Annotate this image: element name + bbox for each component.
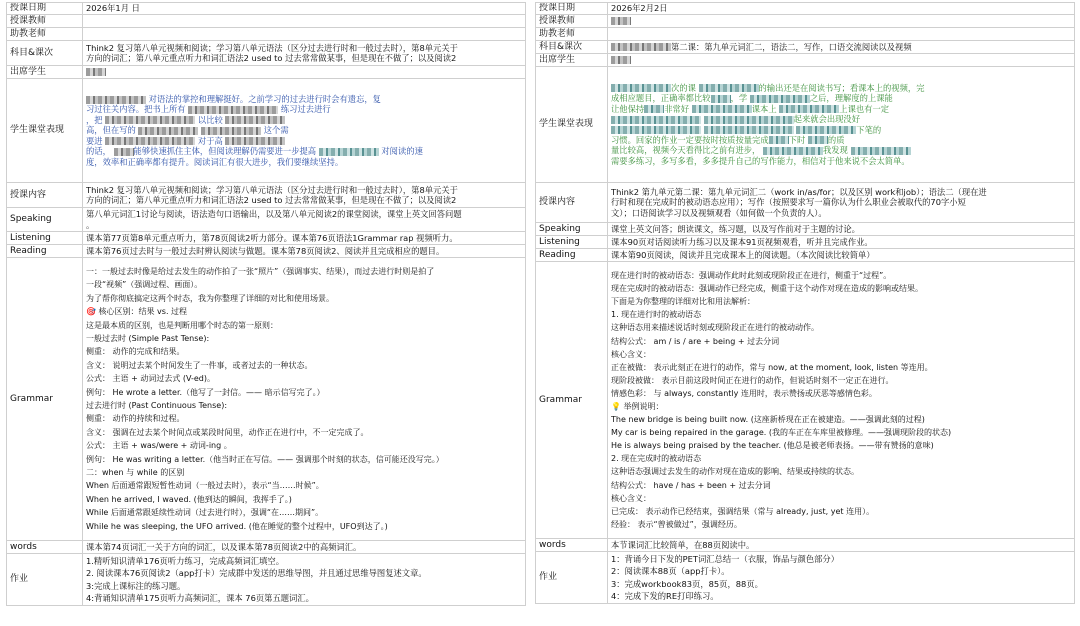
subject-value: Think2 复习第八单元视频和阅读；学习第八单元语法（区分过去进行时和一般过去时），第8单元关于 方向的词汇；第八单元重点听力和词汇语法2 used to 过去常常做某事，但是现在不做了；以及阅读2	[83, 41, 526, 66]
label-speaking: Speaking	[7, 208, 83, 232]
label-reading: Reading	[7, 245, 83, 258]
reading-value: 课本第90页阅读，阅读并且完成课本上的阅读题。（本次阅读比较简单）	[608, 249, 1075, 262]
grammar-value: 一：一般过去时像是给过去发生的动作拍了一张“照片”（强调事实、结果），而过去进行时则是拍了 一段“视频”（强调过程、画面）。 为了帮你彻底搞定这两个时态，我为你整理了详细的对比和使用场景。 🎯 核心区别：结果 vs. 过程 这是最本质的区别，也是判断用哪个时态的第一原则： 一般过去时 (Simple Past Tense): 侧重： 动作的完成和结果。 含义： 说明过去某个时间发生了一件事，或者过去的一种状态。 公式： 主语 + 动词过去式 (V-ed)。 例句： He wrote a letter.（他写了一封信。—— 暗示信写完了。） 过去进行时 (Past Continuous Tense): 侧重： 动作的持续和过程。 含义： 强调在过去某个时间点或某段时间里，动作正在进行中，不一定完成了。 公式： 主语 + was/were + 动词-ing 。 例句： He was writing a letter.（他当时正在写信。—— 强调那个时刻的状态，信可能还没写完。） 二：when 与 while 的区别 When 后面通常跟短暂性动词（一般过去时），表示“当……时候”。 When he arrived, I waved. (他到达的瞬间，我挥手了。) While 后面通常跟延续性动词（过去进行时），强调“在……期间”。 While he was sleeping, the UFO arrived. (他在睡觉的整个过程中，UFO到达了。)	[83, 258, 526, 541]
label-assistant: 助教老师	[536, 28, 608, 41]
label-subject: 科目&课次	[536, 41, 608, 54]
label-listening: Listening	[536, 236, 608, 249]
content-value: Think2 复习第八单元视频和阅读；学习第八单元语法（区分过去进行时和一般过去时），第8单元关于 方向的词汇；第八单元重点听力和词汇语法2 used to 过去常常做某事，但是现在不做了；以及阅读2	[83, 183, 526, 208]
label-reading: Reading	[536, 249, 608, 262]
label-grammar: Grammar	[7, 258, 83, 541]
assistant-value	[608, 28, 1075, 41]
left-lesson-record	[6, 2, 526, 606]
label-homework: 作业	[536, 552, 608, 604]
homework-value: 1：背诵今日下发的PET词汇总结一（衣服，饰品与颜色部分） 2：阅读课本88页（app打卡）。 3：完成workbook83页，85页，88页。 4：完成下发的RE打印练习。	[608, 552, 1075, 604]
words-value: 课本第74页词汇一关于方向的词汇，以及课本第78页阅读2中的高频词汇。	[83, 541, 526, 554]
redacted-name	[86, 68, 106, 76]
label-students: 出席学生	[536, 54, 608, 67]
label-date: 授课日期	[7, 3, 83, 15]
label-assistant: 助教老师	[7, 28, 83, 41]
label-homework: 作业	[7, 554, 83, 606]
content-value: Think2 第九单元第二课：第九单元词汇二（work in/as/for；以及区别 work和job）；语法二（现在进 行时和现在完成时的被动语态应用）；写作（按照要求写一篇你认为什么职业会被取代的70字小短 文）；口语阅读学习以及视频观看（如何做一个负责的人）。	[608, 183, 1075, 223]
teacher-value	[608, 15, 1075, 28]
performance-value: 对语法的掌控和理解挺好。之前学习的过去进行时会有遗忘，复 习过往关内容。把书上所有 练习过去进行 ，把 以比较 高，但在写的 这个需 要进 对于高 的话， 能够快速抓住主体，但阅读理解仍需要进一步提高 对阅读的速 度，效率和正确率都有提升。阅读词汇有很大进步，我们要继续坚持。	[83, 79, 526, 183]
words-value: 本节课词汇比较简单，在88页阅读中。	[608, 539, 1075, 552]
label-teacher: 授课教师	[536, 15, 608, 28]
performance-value: 次的课 的输出还是在阅读书写；看课本上的视频，完 成相应题目，正确率都比较 ，学 之后，理解度的上课能 让他保持 非常好 课本上 上课也有一定 起来就会出现没好 下笔的 习惯。回家的作业一定要按时按质按量完成 下时 的质 量比较高，视频今天看得比之前有进步， 我发现 需要多练习，多写多看，多多提升自己的写作能力，相信对于他来说不会太简单。	[608, 67, 1075, 183]
label-date: 授课日期	[536, 3, 608, 15]
label-students: 出席学生	[7, 66, 83, 79]
students-value	[608, 54, 1075, 67]
speaking-value: 第八单元词汇1讨论与阅读，语法造句口语输出，以及第八单元阅读2的课堂阅读，课堂上英文回答问题 。	[83, 208, 526, 232]
label-grammar: Grammar	[536, 262, 608, 539]
label-content: 授课内容	[536, 183, 608, 223]
label-performance: 学生课堂表现	[7, 79, 83, 183]
reading-value: 课本第76页过去时与一般过去时辨认阅读与做题。课本第78页阅读2、阅读并且完成相应的题目。	[83, 245, 526, 258]
speaking-value: 课堂上英文问答；朗读课文，练习题，以及写作前对于主题的讨论。	[608, 223, 1075, 236]
label-words: words	[536, 539, 608, 552]
listening-value: 课本90页对话阅读听力练习以及课本91页视频观看，听并且完成作业。	[608, 236, 1075, 249]
right-lesson-record	[535, 2, 1075, 604]
label-speaking: Speaking	[536, 223, 608, 236]
listening-value: 课本第77页第8单元重点听力，第78页阅读2听力部分。课本第76页语法1Grammar rap 视频听力。	[83, 232, 526, 245]
students-value	[83, 66, 526, 79]
label-content: 授课内容	[7, 183, 83, 208]
grammar-value: 现在进行时的被动语态：强调动作此时此刻或现阶段正在进行，侧重于“过程”。 现在完成时的被动语态：强调动作已经完成，侧重于这个动作对现在造成的影响或结果。 下面是为你整理的详细对比和用法解析： 1. 现在进行时的被动语态 这种语态用来描述说话时刻或现阶段正在进行的被动动作。 结构公式： am / is / are + being + 过去分词 核心含义： 正在被做： 表示此刻正在进行的动作，常与 now, at the moment, look, listen 等连用。 现阶段被做： 表示目前这段时间正在进行的动作，但说话时刻不一定正在进行。 情感色彩： 与 always, constantly 连用时，表示赞扬或厌恶等感情色彩。 💡 举例说明： The new bridge is being built now. (这座新桥现在正在被建造。——强调此刻的过程) My car is being repaired in the garage. (我的车正在车库里被修理。——强调现阶段的状态) He is always being praised by the teacher. (他总是被老师表扬。——带有赞扬的意味) 2. 现在完成时的被动语态 这种语态强调过去发生的动作对现在造成的影响、结果或持续的状态。 结构公式： have / has + been + 过去分词 核心含义： 已完成： 表示动作已经结束，强调结果（常与 already, just, yet 连用）。 经验： 表示“曾被做过”，强调经历。	[608, 262, 1075, 539]
label-words: words	[7, 541, 83, 554]
date-value: 2026年2月2日	[608, 3, 1075, 15]
subject-value: 第二课：第九单元词汇二，语法二，写作，口语交流阅读以及视频	[608, 41, 1075, 54]
date-value: 2026年1月 日	[83, 3, 526, 15]
homework-value: 1.精听知识清单176页听力练习，完成高频词汇填空。 2. 阅读课本76页阅读2（app打卡）完成群中发送的思维导图，并且通过思维导图复述文章。 3:完成上课标注的练习题。 4:背诵知识清单175页听力高频词汇，课本 76页第五题词汇。	[83, 554, 526, 606]
label-teacher: 授课教师	[7, 15, 83, 28]
label-listening: Listening	[7, 232, 83, 245]
label-subject: 科目&课次	[7, 41, 83, 66]
teacher-value	[83, 15, 526, 28]
label-performance: 学生课堂表现	[536, 67, 608, 183]
assistant-value	[83, 28, 526, 41]
